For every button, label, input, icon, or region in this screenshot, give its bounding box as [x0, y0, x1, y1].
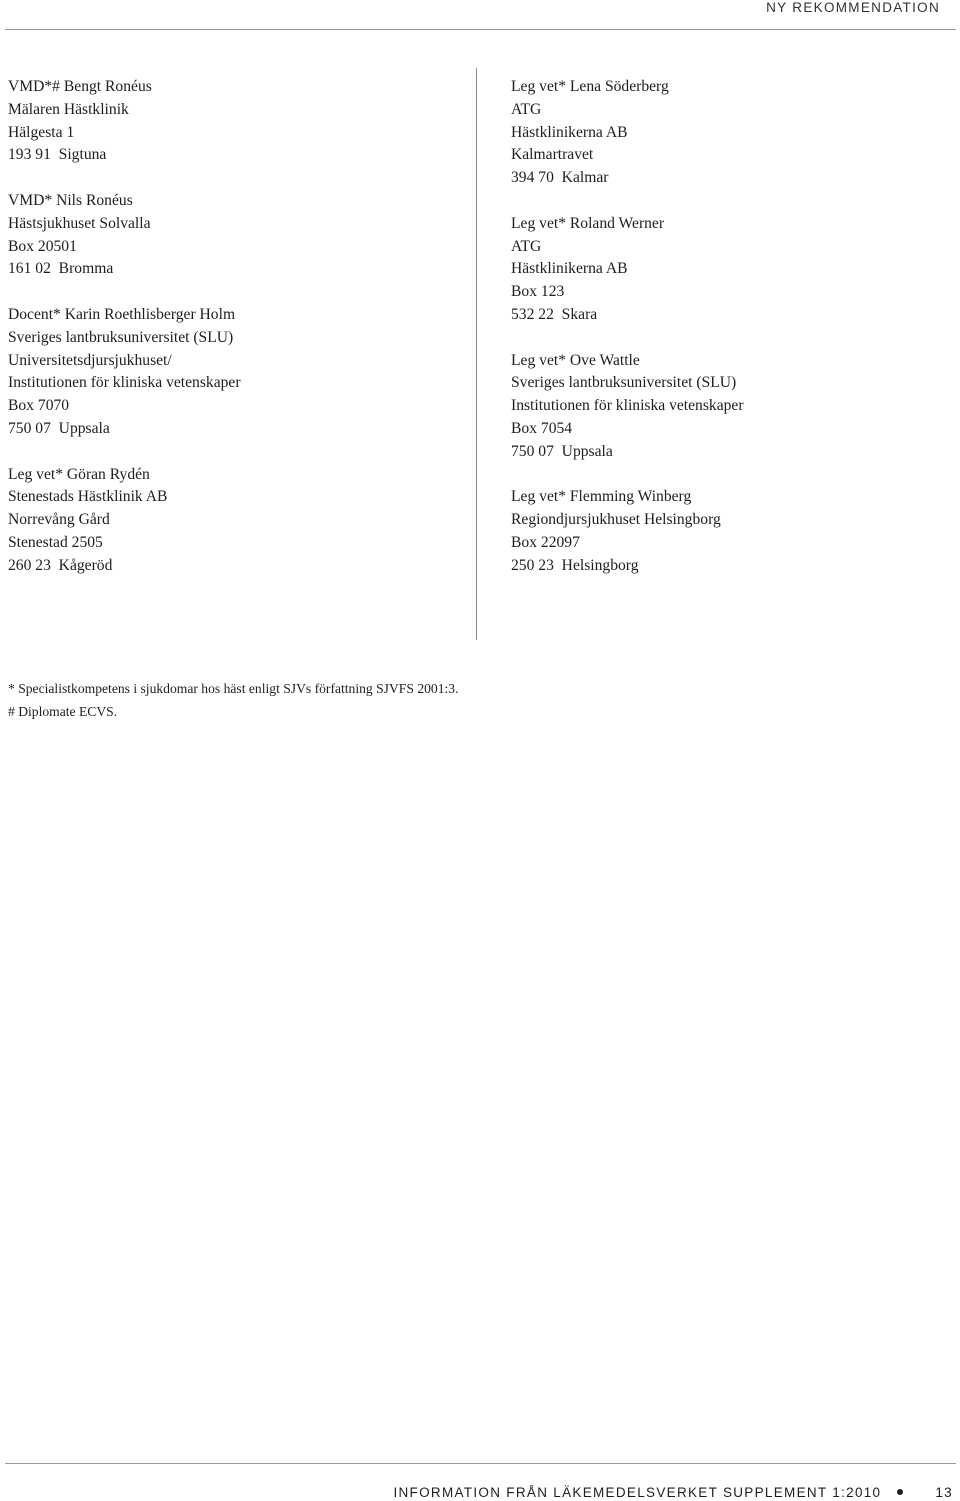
contact-street: Norrevång Gård — [8, 511, 110, 529]
contact-name: VMD* Nils Ronéus — [8, 191, 133, 209]
contact-list-right — [511, 76, 951, 600]
contact-organization: Mälaren Hästklinik — [8, 100, 129, 118]
contact-street: Kalmartravet — [511, 146, 594, 164]
contact-postal-city: 193 91 Sigtuna — [8, 146, 107, 164]
contact-name: Docent* Karin Roethlisberger Holm — [8, 305, 236, 323]
contact-box: Box 7054 — [511, 419, 573, 437]
contact-postal-city: 250 23 Helsingborg — [511, 556, 639, 574]
contact-name: Leg vet* Flemming Winberg — [511, 488, 692, 506]
contact-entry — [511, 213, 951, 327]
contact-organization: Sveriges lantbruksuniversitet (SLU) — [8, 328, 234, 346]
column-divider — [476, 68, 477, 640]
contact-department: Institutionen för kliniska vetenskaper — [511, 397, 744, 415]
bullet-icon — [897, 1489, 903, 1495]
footnote-diplomate: # Diplomate ECVS. — [8, 704, 118, 719]
contact-entry — [8, 76, 468, 167]
contact-organization: Hästklinikerna AB — [511, 123, 628, 141]
contact-street: Stenestad 2505 — [8, 533, 103, 551]
contact-entry — [511, 486, 951, 577]
contact-street: Hälgesta 1 — [8, 123, 75, 141]
contact-postal-city: 750 07 Uppsala — [8, 419, 110, 437]
contact-entry — [8, 304, 468, 441]
contact-box: Box 22097 — [511, 533, 580, 551]
page-footer — [393, 1485, 953, 1501]
contact-list-left — [8, 76, 468, 600]
contact-organization: Hästsjukhuset Solvalla — [8, 214, 151, 232]
contact-department: Institutionen för kliniska vetenskaper — [8, 374, 241, 392]
contact-organization: ATG — [511, 100, 542, 118]
contact-box: Box 7070 — [8, 397, 70, 415]
contact-name: Leg vet* Lena Söderberg — [511, 78, 669, 95]
contact-organization: Hästklinikerna AB — [511, 260, 628, 278]
publication-title: INFORMATION FRÅN LÄKEMEDELSVERKET SUPPLEMENT 1:2010 — [393, 1485, 882, 1500]
contact-name: VMD*# Bengt Ronéus — [8, 78, 152, 95]
contact-entry — [511, 76, 951, 190]
footnotes — [8, 677, 908, 723]
contact-postal-city: 260 23 Kågeröd — [8, 556, 113, 574]
contact-entry — [8, 464, 468, 578]
contact-postal-city: 394 70 Kalmar — [511, 169, 609, 187]
section-header-label: NY REKOMMENDATION — [766, 0, 940, 15]
contact-name: Leg vet* Ove Wattle — [511, 351, 640, 369]
contact-name: Leg vet* Roland Werner — [511, 214, 665, 232]
footer-divider — [5, 1463, 956, 1464]
contact-department: Universitetsdjursjukhuset/ — [8, 351, 172, 369]
contact-organization: Sveriges lantbruksuniversitet (SLU) — [511, 374, 737, 392]
contact-entry — [511, 350, 951, 464]
page-number: 13 — [935, 1485, 953, 1500]
contact-organization: Regiondjursjukhuset Helsingborg — [511, 511, 721, 529]
contact-name: Leg vet* Göran Rydén — [8, 465, 150, 483]
contact-entry — [8, 190, 468, 281]
contact-box: Box 20501 — [8, 237, 77, 255]
contact-postal-city: 161 02 Bromma — [8, 260, 114, 278]
contact-organization: Stenestads Hästklinik AB — [8, 488, 168, 506]
contact-postal-city: 532 22 Skara — [511, 305, 598, 323]
contact-postal-city: 750 07 Uppsala — [511, 442, 613, 460]
header-divider — [5, 29, 956, 30]
footnote-specialist: * Specialistkompetens i sjukdomar hos häst enligt SJVs författning SJVFS 2001:3. — [8, 681, 459, 696]
contact-box: Box 123 — [511, 283, 565, 301]
contact-organization: ATG — [511, 237, 542, 255]
